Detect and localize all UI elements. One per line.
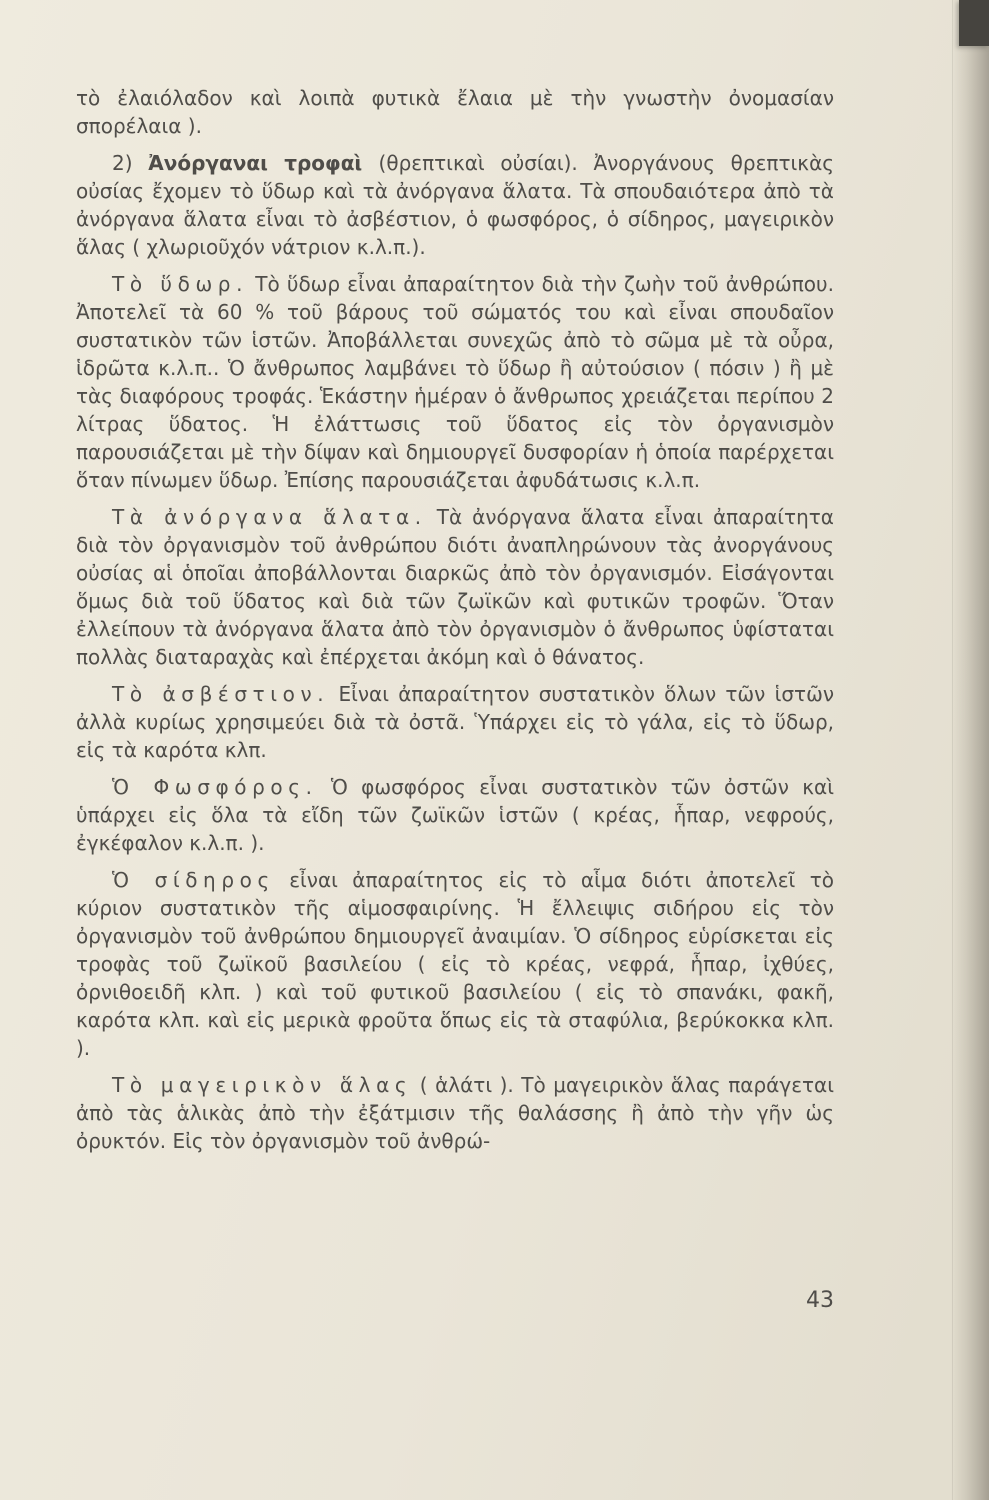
page-edge-shadow <box>951 0 989 1500</box>
paragraph <box>76 503 834 671</box>
scan-corner-artifact <box>959 0 989 46</box>
paragraph <box>76 773 834 857</box>
text-run-spaced: Τὸ ἀσβέστιον. <box>112 682 330 706</box>
paragraph <box>76 866 834 1062</box>
paragraph <box>76 270 834 494</box>
text-run-normal: Τὰ ἀνόργανα ἅλατα εἶναι ἀπαραίτητα διὰ τὸν ὀργανισμὸν τοῦ ἀνθρώπου διότι ἀναπληρώνουν τὰς ἀνοργάνους οὐσίας αἱ ὁποῖαι ἀποβάλλονται διαρκῶς ἀπὸ τὸν ὀργανισμόν. Εἰσάγονται ὅμως διὰ τοῦ ὕδατος καὶ διὰ τῶν ζωϊκῶν καὶ φυτικῶν τροφῶν. Ὅταν ἐλλείπουν τὰ ἀνόργανα ἅλατα ἀπὸ τὸν ὀργανισμὸν ὁ ἄνθρωπος ὑφίσταται πολλὰς διαταραχὰς καὶ ἐπέρχεται ἀκόμη καὶ ὁ θάνατος. <box>76 505 834 669</box>
text-run-normal: Εἶναι ἀπαραίτητον συστατικὸν ὅλων τῶν ἱστῶν ἀλλὰ κυρίως χρησιμεύει διὰ τὰ ὀστᾶ. Ὑπάρχει εἰς τὸ γάλα, εἰς τὸ ὕδωρ, εἰς τὰ καρότα κλπ. <box>76 682 835 762</box>
page-edge-crease <box>952 0 953 1500</box>
text-run-normal: ( ἁλάτι ). Τὸ μαγειρικὸν ἅλας παράγεται ἀπὸ τὰς ἁλικὰς ἀπὸ τὴν ἐξάτμισιν τῆς θαλάσσης ἢ ἀπὸ τὴν γῆν ὡς ὀρυκτόν. Εἰς τὸν ὀργανισμὸν τοῦ ἀνθρώ- <box>76 1073 835 1153</box>
paragraph <box>76 680 834 764</box>
paragraph <box>76 149 834 261</box>
text-run-normal: Τὸ ὕδωρ εἶναι ἀπαραίτητον διὰ τὴν ζωὴν τοῦ ἀνθρώπου. Ἀποτελεῖ τὰ 60 % τοῦ βάρους τοῦ σώματός του καὶ εἶναι σπουδαῖον συστατικὸν τῶν ἱστῶν. Ἀποβάλλεται συνεχῶς ἀπὸ τὸ σῶμα μὲ τὰ οὖρα, ἱδρῶτα κ.λ.π.. Ὁ ἄνθρωπος λαμβάνει τὸ ὕδωρ ἢ αὐτούσιον ( πόσιν ) ἢ μὲ τὰς διαφόρους τροφάς. Ἑκάστην ἡμέραν ὁ ἄνθρωπος χρειάζεται περίπου 2 λίτρας ὕδατος. Ἡ ἐλάττωσις τοῦ ὕδατος εἰς τὸν ὀργανισμὸν παρουσιάζεται μὲ τὴν δίψαν καὶ δημιουργεῖ δυσφορίαν ἡ ὁποία παρέρχεται ὅταν πίνωμεν ὕδωρ. Ἐπίσης παρουσιάζεται ἀφυδάτωσις κ.λ.π. <box>76 272 834 492</box>
body-text-block <box>76 84 834 1164</box>
text-run-spaced: Τὸ ὕδωρ. <box>112 272 249 296</box>
text-run-bold: Ἀνόργαναι τροφαὶ <box>148 151 379 175</box>
text-run-normal: Ὁ φωσφόρος εἶναι συστατικὸν τῶν ὀστῶν καὶ ὑπάρχει εἰς ὅλα τὰ εἴδη τῶν ζωϊκῶν ἱστῶν ( κρέας, ἧπαρ, νεφρούς, ἐγκέφαλον κ.λ.π. ). <box>76 775 835 855</box>
text-run-spaced: Ὁ σίδηρος <box>112 868 275 892</box>
text-run-normal: (θρεπτικαὶ οὐσίαι). Ἀνοργάνους θρεπτικὰς οὐσίας ἔχομεν τὸ ὕδωρ καὶ τὰ ἀνόργανα ἅλατα. Τὰ σπουδαιότερα ἀπὸ τὰ ἀνόργανα ἅλατα εἶναι τὸ ἀσβέστιον, ὁ φωσφόρος, ὁ σίδηρος, μαγειρικὸν ἅλας ( χλωριοῦχόν νάτριον κ.λ.π.). <box>76 151 834 259</box>
paragraph <box>76 84 834 140</box>
text-run-spaced: Τὸ μαγειρικὸν ἅλας <box>112 1073 413 1097</box>
text-run-normal: 2) <box>112 151 149 175</box>
text-run-normal: τὸ ἐλαιόλαδον καὶ λοιπὰ φυτικὰ ἔλαια μὲ τὴν γνωστὴν ὀνομασίαν σπορέλαια ). <box>76 86 834 138</box>
paragraph <box>76 1071 834 1155</box>
text-run-spaced: Ὁ Φωσφόρος. <box>112 775 318 799</box>
text-run-spaced: Τὰ ἀνόργανα ἅλατα. <box>112 505 427 529</box>
page-number: 43 <box>806 1288 834 1313</box>
text-run-normal: εἶναι ἀπαραίτητος εἰς τὸ αἷμα διότι ἀποτελεῖ τὸ κύριον συστατικὸν τῆς αἱμοσφαιρίνης. Ἡ ἔλλειψις σιδήρου εἰς τὸν ὀργανισμὸν τοῦ ἀνθρώπου δημιουργεῖ ἀναιμίαν. Ὁ σίδηρος εὑρίσκεται εἰς τροφὰς τοῦ ζωϊκοῦ βασιλείου ( εἰς τὸ κρέας, νεφρά, ἧπαρ, ἰχθύες, ὀρνιθοειδῆ κλπ. ) καὶ τοῦ φυτικοῦ βασιλείου ( εἰς τὸ σπανάκι, φακῆ, καρότα κλπ. καὶ εἰς μερικὰ φροῦτα ὅπως εἰς τὰ σταφύλια, βερύκοκκα κλπ. ). <box>76 868 834 1060</box>
